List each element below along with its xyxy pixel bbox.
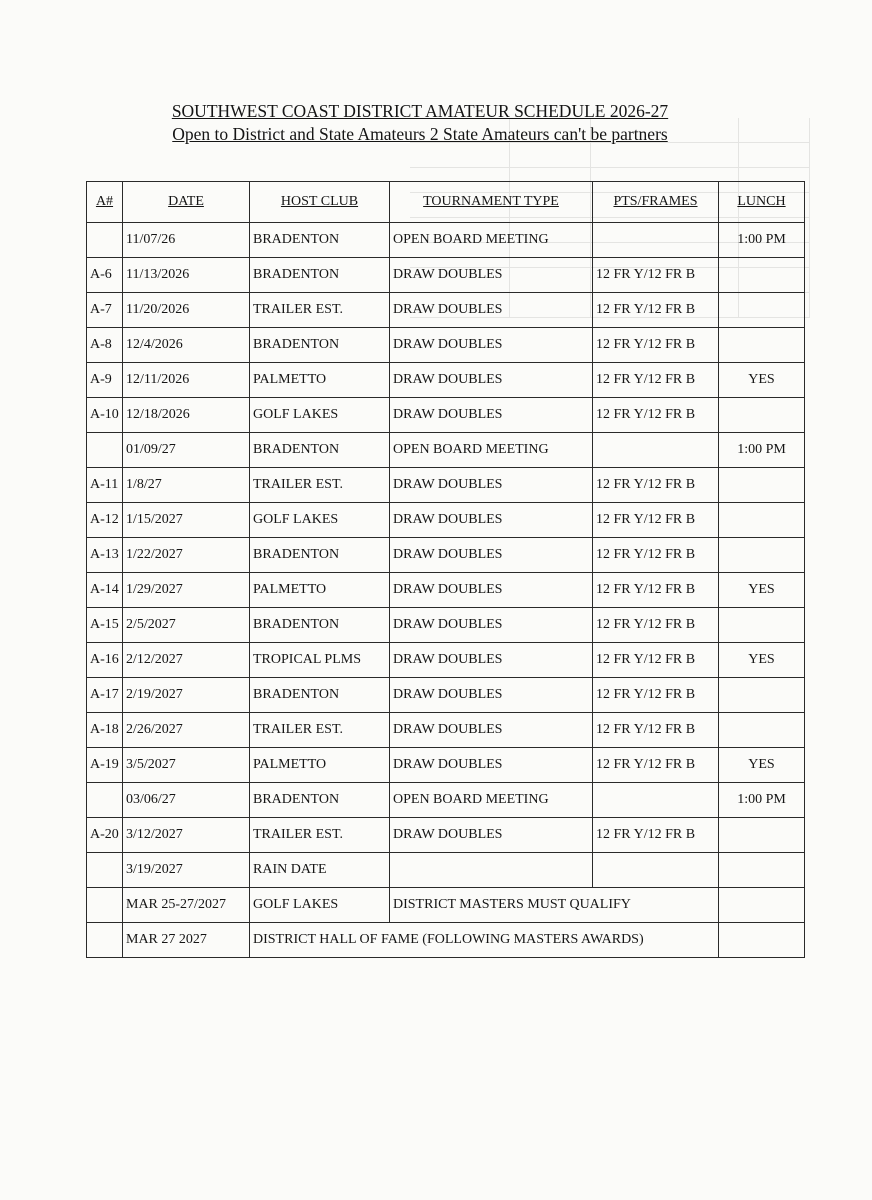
table-row <box>87 258 805 293</box>
header-pts-frames: PTS/FRAMES <box>593 182 719 223</box>
cell-date: 2/12/2027 <box>123 643 250 678</box>
cell-pts-frames <box>593 853 719 888</box>
cell-host-club: BRADENTON <box>250 258 390 293</box>
cell-pts-frames: 12 FR Y/12 FR B <box>593 503 719 538</box>
table-row <box>87 538 805 573</box>
table-row <box>87 643 805 678</box>
cell-lunch <box>719 713 805 748</box>
cell-num: A-14 <box>87 573 123 608</box>
header-lunch: LUNCH <box>719 182 805 223</box>
table-row <box>87 783 805 818</box>
cell-date: 3/12/2027 <box>123 818 250 853</box>
table-row <box>87 713 805 748</box>
cell-host-club: BRADENTON <box>250 538 390 573</box>
cell-num: A-15 <box>87 608 123 643</box>
cell-tournament-type: DRAW DOUBLES <box>390 468 593 503</box>
cell-pts-frames: 12 FR Y/12 FR B <box>593 818 719 853</box>
cell-num <box>87 888 123 923</box>
table-row <box>87 363 805 398</box>
cell-pts-frames <box>593 433 719 468</box>
cell-lunch <box>719 818 805 853</box>
cell-lunch <box>719 678 805 713</box>
cell-num: A-11 <box>87 468 123 503</box>
cell-date: 2/19/2027 <box>123 678 250 713</box>
cell-pts-frames: 12 FR Y/12 FR B <box>593 293 719 328</box>
cell-date: 11/13/2026 <box>123 258 250 293</box>
cell-num <box>87 223 123 258</box>
cell-tournament-type: DRAW DOUBLES <box>390 538 593 573</box>
cell-host-club: RAIN DATE <box>250 853 390 888</box>
table-header-row <box>87 182 805 223</box>
cell-lunch <box>719 538 805 573</box>
cell-lunch: YES <box>719 748 805 783</box>
cell-num: A-16 <box>87 643 123 678</box>
cell-date: 1/29/2027 <box>123 573 250 608</box>
cell-num: A-20 <box>87 818 123 853</box>
cell-pts-frames: 12 FR Y/12 FR B <box>593 573 719 608</box>
cell-lunch <box>719 328 805 363</box>
cell-date: MAR 25-27/2027 <box>123 888 250 923</box>
cell-masters-note: DISTRICT MASTERS MUST QUALIFY <box>390 888 719 923</box>
schedule-table <box>86 181 805 958</box>
cell-date: 03/06/27 <box>123 783 250 818</box>
cell-tournament-type: DRAW DOUBLES <box>390 713 593 748</box>
cell-date: 1/15/2027 <box>123 503 250 538</box>
cell-lunch: 1:00 PM <box>719 433 805 468</box>
cell-pts-frames: 12 FR Y/12 FR B <box>593 398 719 433</box>
cell-lunch <box>719 468 805 503</box>
cell-num: A-18 <box>87 713 123 748</box>
cell-date: 12/11/2026 <box>123 363 250 398</box>
cell-tournament-type <box>390 853 593 888</box>
cell-lunch <box>719 923 805 958</box>
cell-pts-frames <box>593 783 719 818</box>
cell-host-club: GOLF LAKES <box>250 888 390 923</box>
table-row <box>87 398 805 433</box>
cell-lunch <box>719 888 805 923</box>
header-num: A# <box>87 182 123 223</box>
cell-pts-frames: 12 FR Y/12 FR B <box>593 608 719 643</box>
cell-tournament-type: DRAW DOUBLES <box>390 573 593 608</box>
cell-num: A-19 <box>87 748 123 783</box>
header-date: DATE <box>123 182 250 223</box>
cell-host-club: PALMETTO <box>250 573 390 608</box>
cell-host-club: TRAILER EST. <box>250 293 390 328</box>
cell-host-club: GOLF LAKES <box>250 398 390 433</box>
cell-tournament-type: DRAW DOUBLES <box>390 293 593 328</box>
cell-num <box>87 853 123 888</box>
table-row <box>87 748 805 783</box>
table-row <box>87 678 805 713</box>
cell-host-club: TRAILER EST. <box>250 713 390 748</box>
cell-pts-frames: 12 FR Y/12 FR B <box>593 538 719 573</box>
cell-host-club: BRADENTON <box>250 678 390 713</box>
table-row <box>87 573 805 608</box>
cell-num: A-12 <box>87 503 123 538</box>
cell-lunch <box>719 503 805 538</box>
table-row <box>87 468 805 503</box>
cell-host-club: PALMETTO <box>250 748 390 783</box>
cell-tournament-type: DRAW DOUBLES <box>390 363 593 398</box>
cell-pts-frames: 12 FR Y/12 FR B <box>593 643 719 678</box>
header-host-club: HOST CLUB <box>250 182 390 223</box>
cell-tournament-type: DRAW DOUBLES <box>390 748 593 783</box>
cell-tournament-type: OPEN BOARD MEETING <box>390 223 593 258</box>
cell-pts-frames: 12 FR Y/12 FR B <box>593 748 719 783</box>
cell-host-club: TRAILER EST. <box>250 818 390 853</box>
cell-lunch: YES <box>719 573 805 608</box>
cell-host-club: BRADENTON <box>250 433 390 468</box>
cell-num <box>87 783 123 818</box>
cell-num: A-8 <box>87 328 123 363</box>
cell-lunch: 1:00 PM <box>719 783 805 818</box>
cell-pts-frames: 12 FR Y/12 FR B <box>593 258 719 293</box>
cell-date: 3/5/2027 <box>123 748 250 783</box>
cell-lunch <box>719 293 805 328</box>
cell-tournament-type: DRAW DOUBLES <box>390 328 593 363</box>
cell-lunch: YES <box>719 363 805 398</box>
cell-pts-frames <box>593 223 719 258</box>
cell-num <box>87 433 123 468</box>
cell-tournament-type: OPEN BOARD MEETING <box>390 783 593 818</box>
cell-date: 2/26/2027 <box>123 713 250 748</box>
table-row <box>87 818 805 853</box>
cell-date: 11/20/2026 <box>123 293 250 328</box>
cell-tournament-type: DRAW DOUBLES <box>390 643 593 678</box>
cell-tournament-type: DRAW DOUBLES <box>390 398 593 433</box>
cell-num <box>87 923 123 958</box>
cell-host-club: BRADENTON <box>250 328 390 363</box>
cell-host-club: BRADENTON <box>250 223 390 258</box>
cell-host-club: PALMETTO <box>250 363 390 398</box>
table-row <box>87 433 805 468</box>
cell-pts-frames: 12 FR Y/12 FR B <box>593 713 719 748</box>
cell-lunch: 1:00 PM <box>719 223 805 258</box>
cell-date: 1/22/2027 <box>123 538 250 573</box>
cell-host-club: TROPICAL PLMS <box>250 643 390 678</box>
cell-host-club: BRADENTON <box>250 783 390 818</box>
cell-date: 11/07/26 <box>123 223 250 258</box>
table-row <box>87 503 805 538</box>
cell-pts-frames: 12 FR Y/12 FR B <box>593 328 719 363</box>
cell-date: 01/09/27 <box>123 433 250 468</box>
cell-tournament-type: DRAW DOUBLES <box>390 818 593 853</box>
cell-date: 3/19/2027 <box>123 853 250 888</box>
cell-host-club: BRADENTON <box>250 608 390 643</box>
cell-tournament-type: DRAW DOUBLES <box>390 608 593 643</box>
cell-lunch <box>719 608 805 643</box>
cell-date: 1/8/27 <box>123 468 250 503</box>
cell-host-club: TRAILER EST. <box>250 468 390 503</box>
cell-tournament-type: DRAW DOUBLES <box>390 258 593 293</box>
cell-tournament-type: DRAW DOUBLES <box>390 678 593 713</box>
cell-lunch <box>719 258 805 293</box>
header-tournament-type: TOURNAMENT TYPE <box>390 182 593 223</box>
cell-date: MAR 27 2027 <box>123 923 250 958</box>
cell-tournament-type: DRAW DOUBLES <box>390 503 593 538</box>
cell-hall-of-fame-note: DISTRICT HALL OF FAME (FOLLOWING MASTERS AWARDS) <box>250 923 719 958</box>
cell-date: 12/4/2026 <box>123 328 250 363</box>
cell-num: A-7 <box>87 293 123 328</box>
cell-lunch <box>719 398 805 433</box>
cell-num: A-9 <box>87 363 123 398</box>
table-row <box>87 223 805 258</box>
table-row <box>87 608 805 643</box>
table-row <box>87 853 805 888</box>
masters-row <box>87 888 805 923</box>
cell-pts-frames: 12 FR Y/12 FR B <box>593 363 719 398</box>
schedule-subtitle: Open to District and State Amateurs 2 State Amateurs can't be partners <box>172 124 668 144</box>
cell-host-club: GOLF LAKES <box>250 503 390 538</box>
schedule-title: SOUTHWEST COAST DISTRICT AMATEUR SCHEDULE 2026-27 <box>171 101 669 121</box>
cell-tournament-type: OPEN BOARD MEETING <box>390 433 593 468</box>
cell-lunch <box>719 853 805 888</box>
cell-pts-frames: 12 FR Y/12 FR B <box>593 678 719 713</box>
cell-date: 2/5/2027 <box>123 608 250 643</box>
cell-num: A-6 <box>87 258 123 293</box>
cell-lunch: YES <box>719 643 805 678</box>
cell-pts-frames: 12 FR Y/12 FR B <box>593 468 719 503</box>
table-row <box>87 328 805 363</box>
cell-date: 12/18/2026 <box>123 398 250 433</box>
hall-of-fame-row <box>87 923 805 958</box>
cell-num: A-17 <box>87 678 123 713</box>
table-row <box>87 293 805 328</box>
cell-num: A-10 <box>87 398 123 433</box>
cell-num: A-13 <box>87 538 123 573</box>
